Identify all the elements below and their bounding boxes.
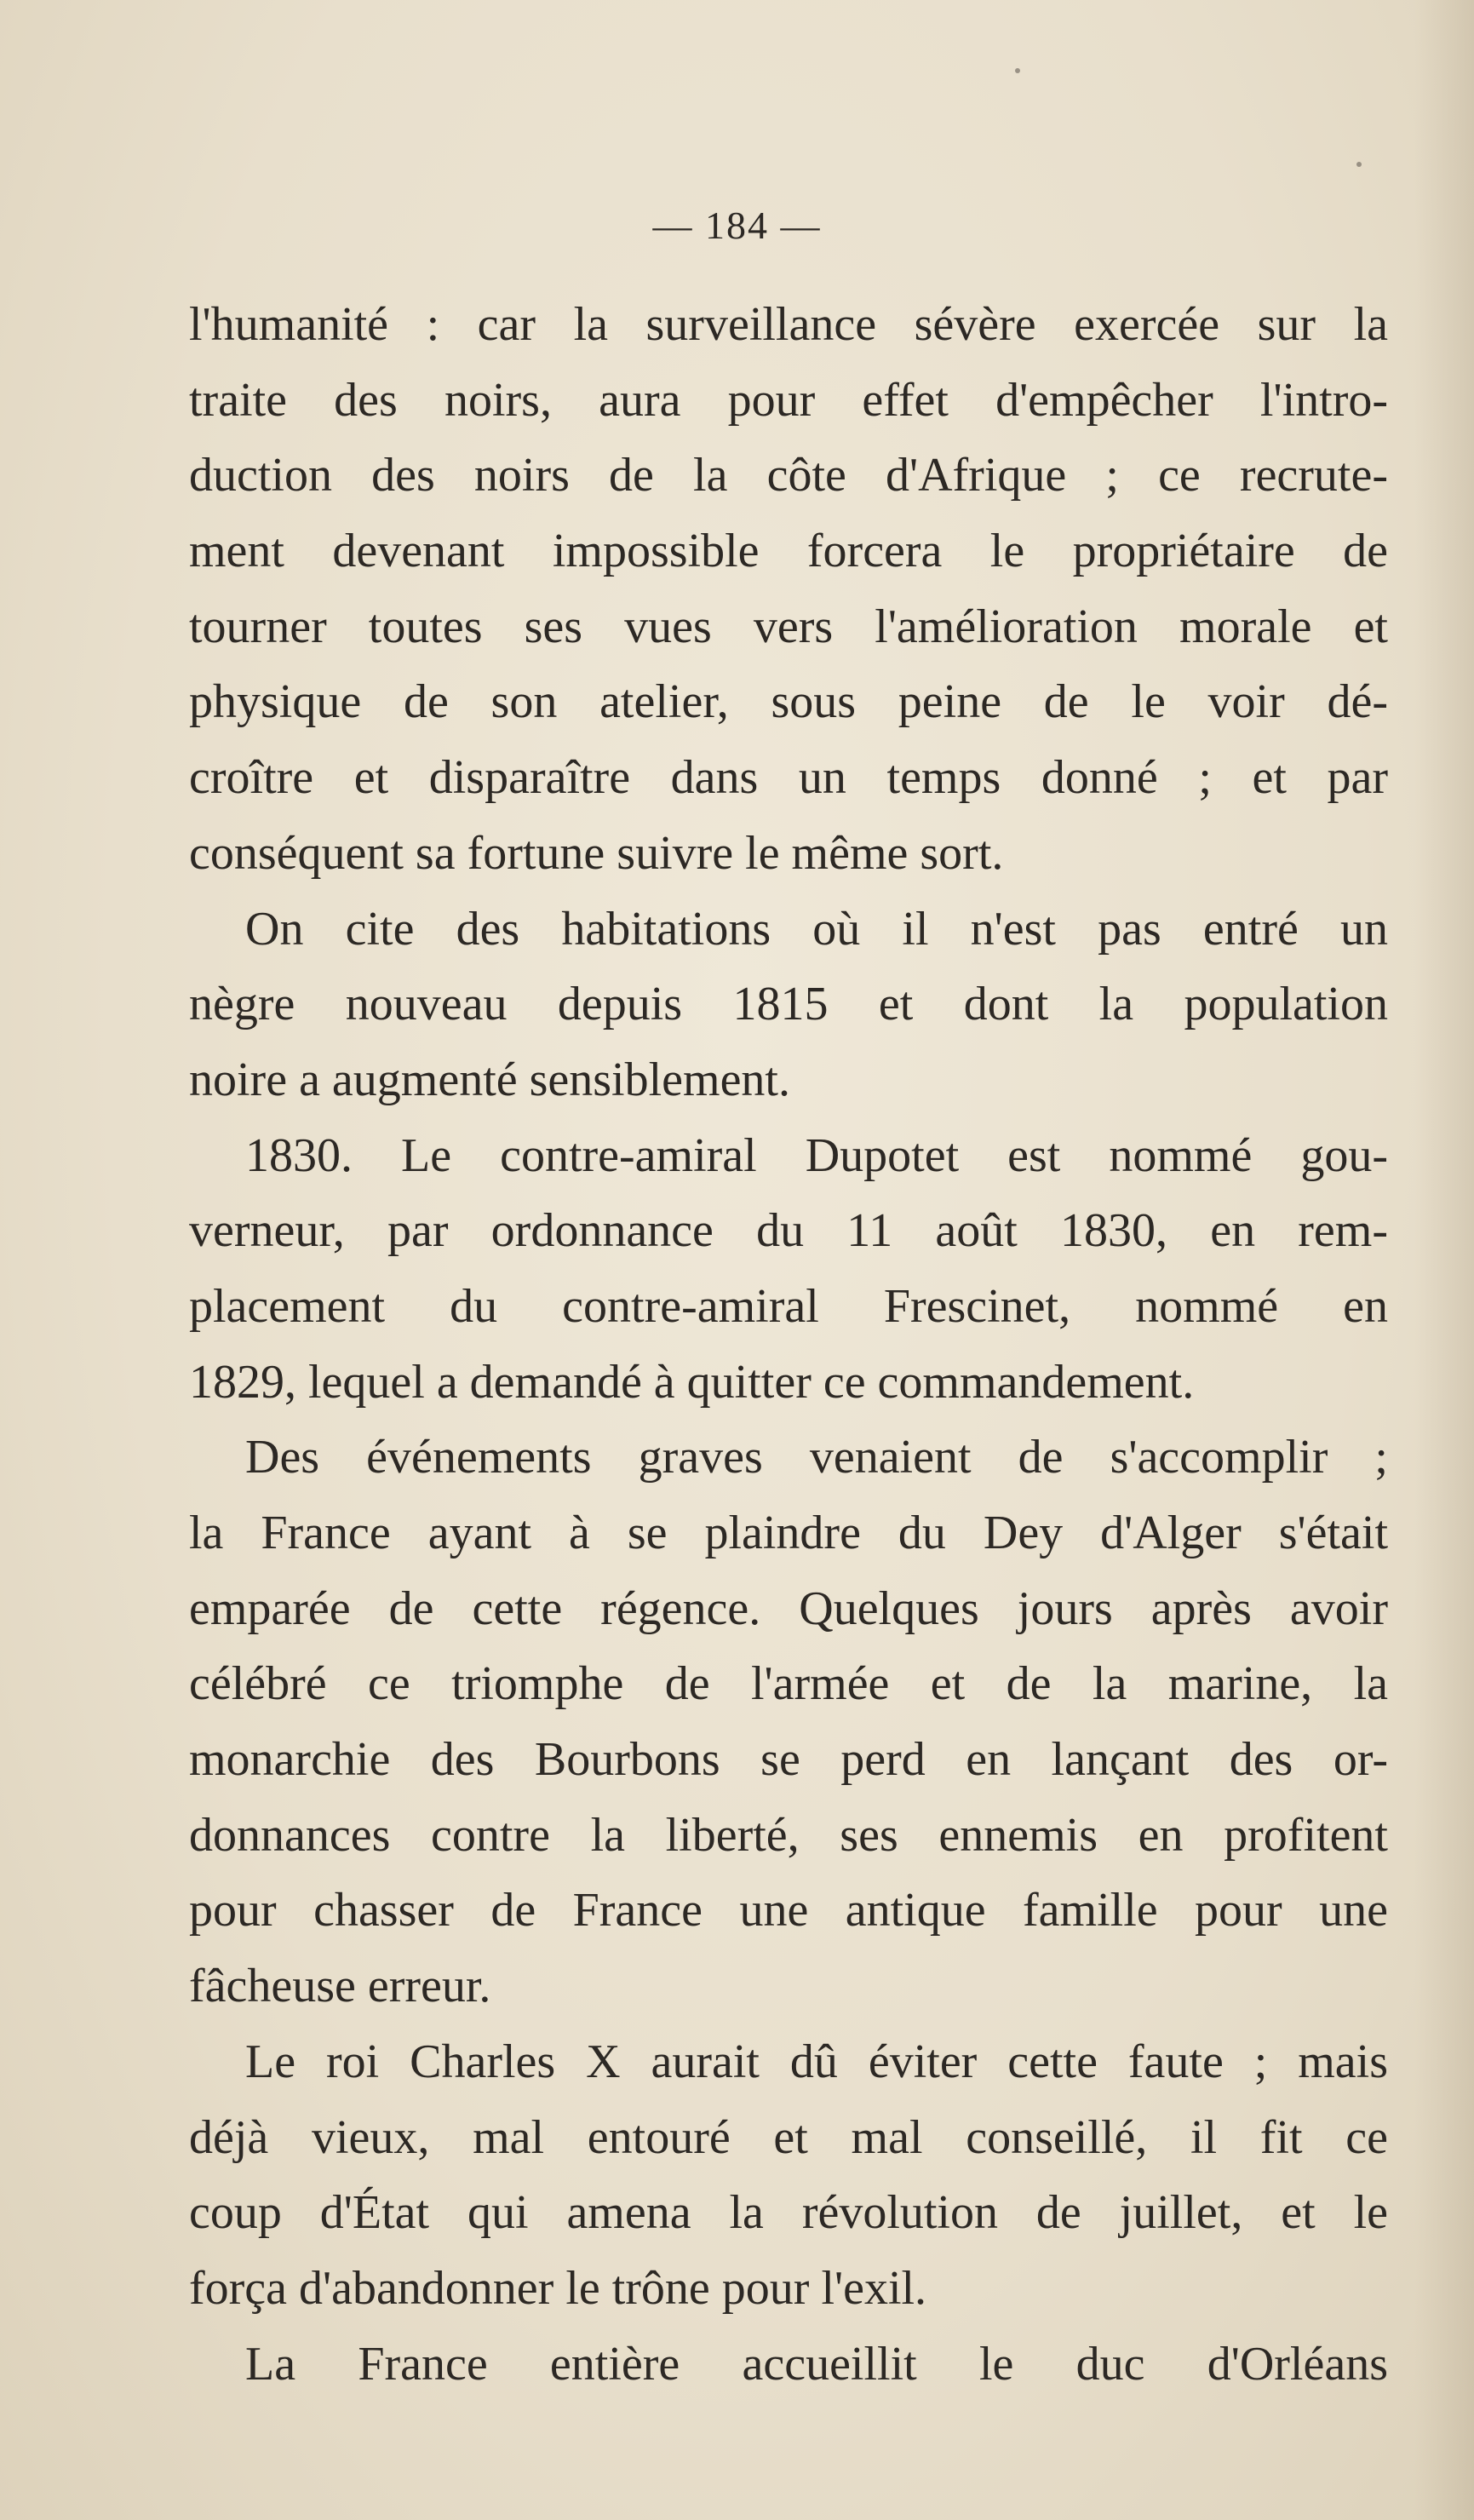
text-line: monarchie des Bourbons se perd en lançant des or- [189,1733,1388,1787]
paragraph [189,892,1388,1118]
ink-speck [1356,162,1362,167]
paragraph [189,2024,1388,2327]
text-line: ment devenant impossible forcera le propriétaire de [189,525,1388,578]
text-line: duction des noirs de la côte d'Afrique ; ce recrute- [189,449,1388,502]
text-line: pour chasser de France une antique famille pour une [189,1884,1388,1937]
text-line: 1830. Le contre-amiral Dupotet est nommé gou- [245,1128,1388,1182]
text-line: célébré ce triomphe de l'armée et de la marine, la [189,1657,1388,1711]
text-line: tourner toutes ses vues vers l'amélioration morale et [189,600,1388,653]
text-line: força d'abandonner le trône pour l'exil. [189,2261,927,2315]
text-line: coup d'État qui amena la révolution de juillet, et le [189,2186,1388,2240]
text-line: déjà vieux, mal entouré et mal conseillé, il fit ce [189,2110,1388,2164]
text-line: Des événements graves venaient de s'accomplir ; [245,1431,1388,1484]
text-line: physique de son atelier, sous peine de le voir dé- [189,675,1388,729]
text-line: la France ayant à se plaindre du Dey d'Alger s'était [189,1507,1388,1559]
paragraph [189,287,1388,892]
page-number: — 184 — [652,204,822,247]
text-line: On cite des habitations où il n'est pas entré un [245,902,1388,956]
text-line: fâcheuse erreur. [189,1960,491,2013]
paragraph [189,1118,1388,1421]
text-line: 1829, lequel a demandé à quitter ce commandement. [189,1355,1195,1409]
text-line: croître et disparaître dans un temps donné ; et par [189,751,1388,805]
paragraph [189,1420,1388,2024]
body-text [189,287,1388,2402]
text-line: Le roi Charles X aurait dû éviter cette faute ; mais [245,2035,1388,2088]
text-line: l'humanité : car la surveillance sévère exercée sur la [189,298,1388,351]
text-line: emparée de cette régence. Quelques jours après avoir [189,1581,1388,1635]
paragraph [189,2327,1388,2402]
text-line: La France entière accueillit le duc d'Orléans [245,2337,1388,2391]
text-line: verneur, par ordonnance du 11 août 1830, en rem- [189,1204,1388,1258]
text-line: nègre nouveau depuis 1815 et dont la population [189,978,1388,1031]
text-line: traite des noirs, aura pour effet d'empêcher l'intro- [189,373,1388,427]
text-line: noire a augmenté sensiblement. [189,1053,790,1106]
text-line: conséquent sa fortune suivre le même sort. [189,826,1004,880]
text-line: donnances contre la liberté, ses ennemis en profitent [189,1808,1388,1862]
text-line: placement du contre-amiral Frescinet, nommé en [189,1279,1388,1333]
ink-speck [1015,68,1020,73]
